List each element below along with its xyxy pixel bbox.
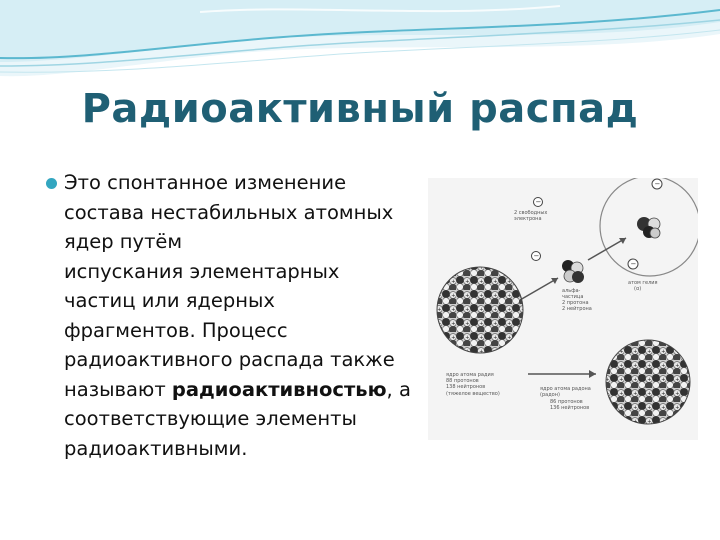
svg-text:−: − [630, 260, 637, 268]
body-line: соответствующие элементы [64, 407, 357, 430]
electron-icon [532, 252, 541, 261]
bullet-paragraph [64, 168, 424, 463]
radioactive-decay-illustration [428, 178, 698, 440]
body-line: частиц или ядерных [64, 289, 275, 312]
svg-text:−: − [654, 180, 661, 188]
radium-nucleus [437, 267, 523, 353]
figure-label-alpha-particle: альфа-частица 2 протона 2 нейтрона [562, 288, 592, 312]
svg-text:−: − [535, 198, 542, 206]
figure-label-nucleus-after: ядро атома радона (радон) 86 протонов 136 нейтронов [540, 386, 591, 411]
electron-icon [534, 198, 543, 207]
radon-nucleus [606, 340, 690, 424]
figure-label-nucleus-before: ядро атома радия 88 протонов 138 нейтронов (тяжелое вещество) [446, 372, 500, 397]
electron-icon [628, 259, 638, 269]
header-wave-decoration [0, 0, 720, 90]
figure-label-free-electrons: 2 свободных электрона [514, 210, 548, 222]
body-line: радиоактивными. [64, 436, 248, 460]
body-line: Это спонтанное изменение [64, 171, 347, 194]
electron-icon [652, 179, 662, 189]
body-text-segment: называют [64, 377, 172, 401]
svg-text:−: − [533, 252, 540, 260]
body-line-with-term [64, 375, 424, 405]
body-text-segment: , а [386, 377, 411, 401]
key-term: радиоактивностью [171, 377, 387, 401]
body-line: испускания элементарных [64, 259, 340, 283]
body-line: радиоактивного распада также [64, 348, 395, 371]
body-line: фрагментов. Процесс [64, 318, 288, 342]
figure-label-helium-atom: атом гелия (α) [628, 280, 658, 292]
body-line: состава нестабильных атомных [64, 200, 394, 224]
body-line: ядер путём [64, 230, 183, 253]
slide-title: Радиоактивный распад [81, 86, 639, 132]
bullet-icon [46, 178, 57, 189]
